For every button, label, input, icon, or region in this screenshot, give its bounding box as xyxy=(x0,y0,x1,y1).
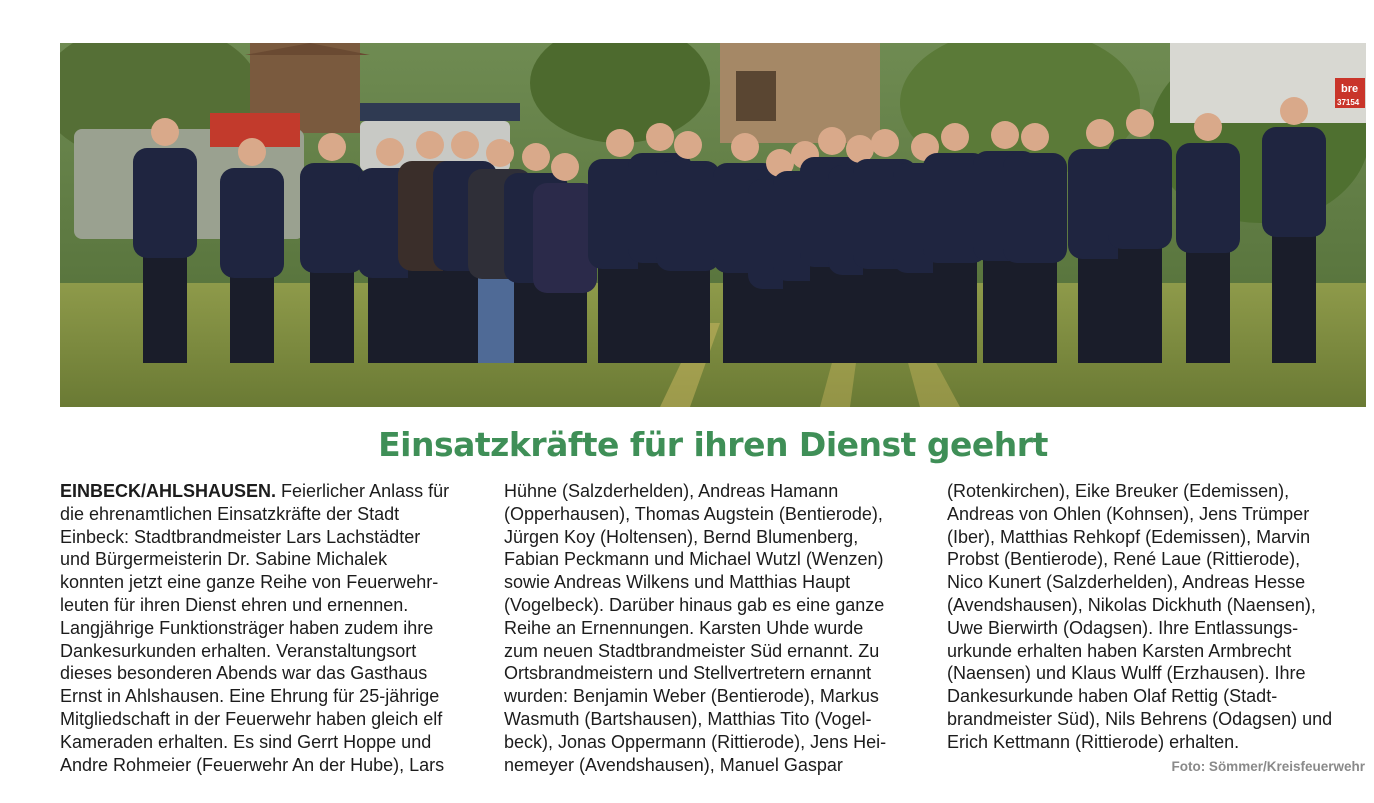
column-2-line: (Opperhausen), Thomas Augstein (Bentierode), xyxy=(504,503,883,524)
column-1-line: Ernst in Ahlshausen. Eine Ehrung für 25-jährige xyxy=(60,686,440,707)
truck-sign-number: 37154 xyxy=(1337,98,1360,107)
truck-sign-text: bre xyxy=(1341,83,1359,95)
column-3-line: Dankesurkunde haben Olaf Rettig (Stadt- xyxy=(947,686,1278,707)
group-photo-illustration xyxy=(60,43,1366,407)
column-1-line: dieses besonderen Abends war das Gasthaus xyxy=(60,663,428,684)
column-2-line: Reihe an Ernennungen. Karsten Uhde wurde xyxy=(504,617,864,638)
column-1-line: Dankesurkunden erhalten. Veranstaltungsort xyxy=(60,640,417,661)
article-column-1 xyxy=(60,480,480,776)
column-3-line: Uwe Bierwirth (Odagsen). Ihre Entlassungs- xyxy=(947,617,1299,638)
column-3-line: urkunde erhalten haben Karsten Armbrecht xyxy=(947,640,1292,661)
column-2-line: (Vogelbeck). Darüber hinaus gab es eine ganze xyxy=(504,594,885,615)
column-2-line: zum neuen Stadtbrandmeister Süd ernannt. Zu xyxy=(504,640,880,661)
column-1-line: und Bürgermeisterin Dr. Sabine Michalek xyxy=(60,549,388,570)
column-3-line: (Avendshausen), Nikolas Dickhuth (Naensen), xyxy=(947,594,1316,615)
column-2-line: Wasmuth (Bartshausen), Matthias Tito (Vogel- xyxy=(504,708,872,729)
column-2-line: Hühne (Salzderhelden), Andreas Hamann xyxy=(504,481,839,501)
column-2-line: nemeyer (Avendshausen), Manuel Gaspar xyxy=(504,754,843,775)
article-column-2 xyxy=(504,480,924,776)
column-3-line: Nico Kunert (Salzderhelden), Andreas Hesse xyxy=(947,572,1306,593)
column-2-line: wurden: Benjamin Weber (Bentierode), Markus xyxy=(504,686,879,707)
article-column-3 xyxy=(947,480,1367,754)
column-1-line: Langjährige Funktionsträger haben zudem ihre xyxy=(60,617,434,638)
column-3-line: Andreas von Ohlen (Kohnsen), Jens Trümper xyxy=(947,503,1310,524)
column-2-line: Fabian Peckmann und Michael Wutzl (Wenzen) xyxy=(504,549,884,570)
group-photo xyxy=(60,43,1366,407)
article-headline: Einsatzkräfte für ihren Dienst geehrt xyxy=(378,425,1048,464)
column-3-line: brandmeister Süd), Nils Behrens (Odagsen) und xyxy=(947,708,1333,729)
column-2-line: Jürgen Koy (Holtensen), Bernd Blumenberg, xyxy=(504,526,859,547)
column-1-line: Kameraden erhalten. Es sind Gerrt Hoppe und xyxy=(60,731,432,752)
column-3-line: Probst (Bentierode), René Laue (Rittierode), xyxy=(947,549,1301,570)
column-2-line: sowie Andreas Wilkens und Matthias Haupt xyxy=(504,572,851,593)
column-3-line: (Iber), Matthias Rehkopf (Edemissen), Marvin xyxy=(947,526,1311,547)
column-3-line: (Rotenkirchen), Eike Breuker (Edemissen), xyxy=(947,481,1290,501)
photo-credit: Foto: Sömmer/Kreisfeuerwehr xyxy=(1171,759,1365,774)
column-1-line: Feierlicher Anlass für xyxy=(276,481,450,501)
column-1-line: leuten für ihren Dienst ehren und ernennen. xyxy=(60,594,409,615)
column-3-line: Erich Kettmann (Rittierode) erhalten. xyxy=(947,731,1240,752)
column-1-line: Andre Rohmeier (Feuerwehr An der Hube), Lars xyxy=(60,754,445,775)
dateline: EINBECK/AHLSHAUSEN. xyxy=(60,481,277,501)
column-1-line: Mitgliedschaft in der Feuerwehr haben gleich elf xyxy=(60,708,443,729)
column-1-line: Einbeck: Stadtbrandmeister Lars Lachstädter xyxy=(60,526,421,547)
column-1-line: die ehrenamtlichen Einsatzkräfte der Stadt xyxy=(60,503,400,524)
column-2-line: Ortsbrandmeistern und Stellvertretern ernannt xyxy=(504,663,872,684)
column-2-line: beck), Jonas Oppermann (Rittierode), Jens Hei- xyxy=(504,731,887,752)
column-1-line: konnten jetzt eine ganze Reihe von Feuerwehr- xyxy=(60,572,439,593)
column-3-line: (Naensen) und Klaus Wulff (Erzhausen). Ihre xyxy=(947,663,1306,684)
